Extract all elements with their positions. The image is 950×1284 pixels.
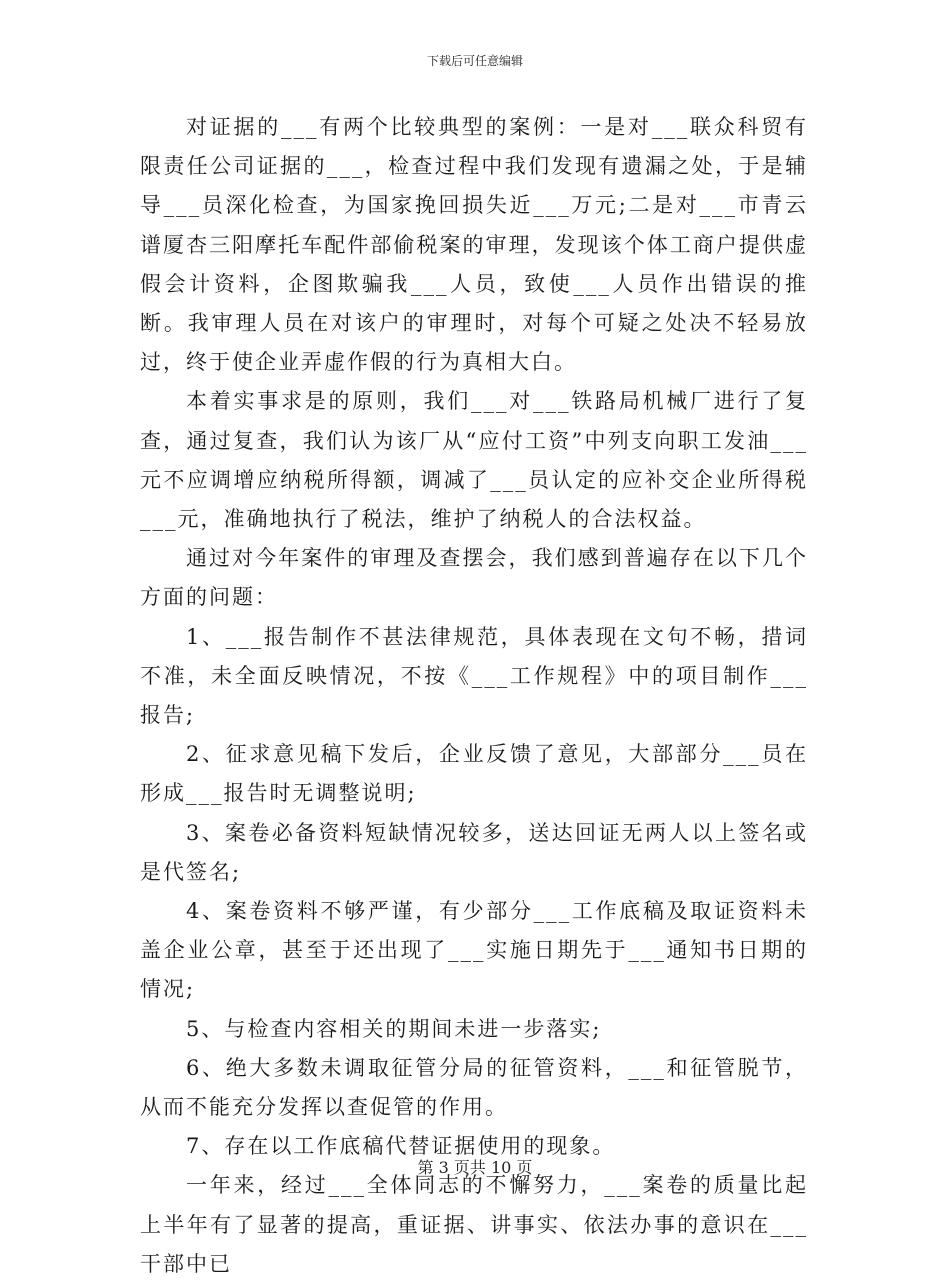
document-body (140, 108, 808, 1284)
page-header: 下载后可任意编辑 (426, 54, 523, 68)
page-number-footer: 第 3 页共 10 页 (417, 1158, 533, 1177)
paragraph-summary: 一年来，经过___全体同志的不懈努力，___案卷的质量比起上半年有了显著的提高，重证据、讲事实、依法办事的意识在___干部中已 (140, 1173, 808, 1276)
list-item-problem-2: 2、征求意见稿下发后，企业反馈了意见，大部部分___员在形成___报告时无调整说明; (140, 742, 808, 806)
list-item-problem-5: 5、与检查内容相关的期间未进一步落实; (186, 1016, 602, 1041)
paragraph-case-examples: 对证据的___有两个比较典型的案例：一是对___联众科贸有限责任公司证据的___，检查过程中我们发现有遗漏之处，于是辅导___员深化检查，为国家挽回损失近___万元;二是对___市青云谱厦杏三阳摩托车配件部偷税案的审理，发现该个体工商户提供虚假会计资料，企图欺骗我___人员，致使___人员作出错误的推断。我审理人员在对该户的审理时，对每个可疑之处决不轻易放过，终于使企业弄虚作假的行为真相大白。 (140, 115, 808, 375)
list-item-problem-1: 1、___报告制作不甚法律规范，具体表现在文句不畅，措词不准，未全面反映情况，不按《___工作规程》中的项目制作___报告; (140, 624, 808, 728)
paragraph-problems-intro: 通过对今年案件的审理及查摆会，我们感到普遍存在以下几个方面的问题： (140, 546, 808, 610)
list-item-problem-7: 7、存在以工作底稿代替证据使用的现象。 (186, 1134, 616, 1159)
list-item-problem-6: 6、绝大多数未调取征管分局的征管资料，___和征管脱节，从而不能充分发挥以查促管的作用。 (140, 1055, 808, 1120)
paragraph-review: 本着实事求是的原则，我们___对___铁路局机械厂进行了复查，通过复查，我们认为该厂从“应付工资”中列支向职工发油___元不应调增应纳税所得额，调减了___员认定的应补交企业所得税___元，准确地执行了税法，维护了纳税人的合法权益。 (140, 389, 808, 532)
list-item-problem-3: 3、案卷必备资料短缺情况较多，送达回证无两人以上签名或是代签名; (140, 820, 808, 884)
list-item-problem-4: 4、案卷资料不够严谨，有少部分___工作底稿及取证资料未盖企业公章，甚至于还出现了___实施日期先于___通知书日期的情况; (140, 899, 808, 1002)
